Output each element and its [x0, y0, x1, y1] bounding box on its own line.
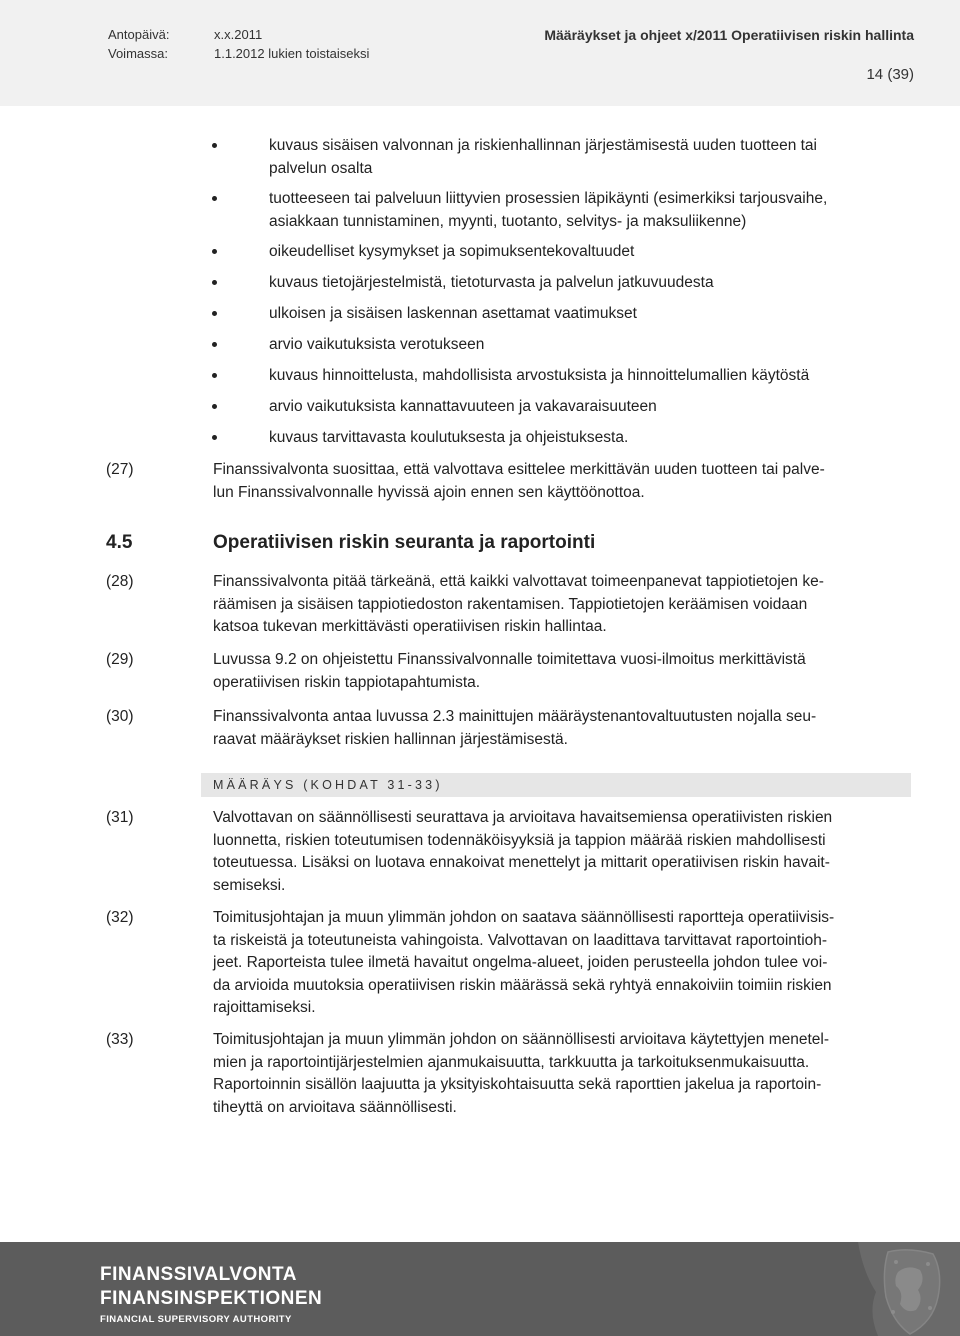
paragraph-line: Toimitusjohtajan ja muun ylimmän johdon on säännöllisesti arvioitava käytettyjen menetel- [213, 1031, 830, 1048]
bullet-dot-icon [212, 342, 217, 347]
paragraph-line: raavat määräykset riskien hallinnan järjestämisestä. [213, 730, 568, 748]
bullet-text [269, 240, 909, 263]
paragraph-text [213, 649, 913, 694]
document-title: Määräykset ja ohjeet x/2011 Operatiivisen riskin hallinta [544, 27, 914, 43]
bullet-text [269, 271, 909, 294]
paragraph-line: rajoittamiseksi. [213, 999, 316, 1016]
bullet-line: kuvaus hinnoittelusta, mahdollisista arvostuksista ja hinnoittelumallien käytöstä [269, 367, 810, 384]
antopaiva-value: x.x.2011 [214, 27, 263, 42]
paragraph-line: tiheyttä on arvioitava säännöllisesti. [213, 1098, 457, 1116]
paragraph-number: (31) [106, 809, 134, 826]
paragraph-line: jeet. Raporteista tulee ilmetä havaitut ongelma-alueet, joiden perusteella johdon tulee voi- [213, 954, 828, 971]
paragraph-number: (32) [106, 909, 134, 926]
bullet-line: arvio vaikutuksista verotukseen [269, 336, 485, 353]
bullet-line: kuvaus tietojärjestelmistä, tietoturvasta ja palvelun jatkuvuudesta [269, 274, 714, 291]
page-footer [0, 1242, 960, 1336]
bullet-text [269, 134, 909, 180]
logo-line-1: FINANSSIVALVONTA [100, 1264, 297, 1285]
maarays-heading: MÄÄRÄYS (KOHDAT 31-33) [201, 773, 911, 797]
paragraph-line: Luvussa 9.2 on ohjeistettu Finanssivalvonnalle toimitettava vuosi-ilmoitus merkittävistä [213, 651, 806, 668]
paragraph-line: Finanssivalvonta suosittaa, että valvottava esittelee merkittävän uuden tuotteen tai palve- [213, 461, 825, 478]
bullet-dot-icon [212, 311, 217, 316]
bullet-dot-icon [212, 249, 217, 254]
paragraph-line: toteutuessa. Lisäksi on luotava ennakoivat menettelyt ja mittarit operatiivisen riskin havait- [213, 854, 830, 871]
paragraph-line: operatiivisen riskin tappiotapahtumista. [213, 673, 481, 691]
lion-coat-of-arms-icon [838, 1242, 960, 1336]
bullet-line: kuvaus tarvittavasta koulutuksesta ja ohjeistuksesta. [269, 429, 629, 446]
bullet-text [269, 187, 909, 233]
section-title: Operatiivisen riskin seuranta ja raportointi [213, 532, 596, 553]
bullet-text [269, 333, 909, 356]
logo-line-3: FINANCIAL SUPERVISORY AUTHORITY [100, 1314, 292, 1325]
voimassa-value: 1.1.2012 lukien toistaiseksi [214, 46, 370, 61]
bullet-dot-icon [212, 143, 217, 148]
paragraph-number: (33) [106, 1031, 134, 1048]
bullet-text [269, 395, 909, 418]
paragraph-line: luonnetta, riskien toteutumisen todennäköisyyksiä ja tappion määrää riskien mahdollisesti [213, 831, 826, 849]
bullet-line: arvio vaikutuksista kannattavuuteen ja vakavaraisuuteen [269, 398, 657, 415]
bullet-line: kuvaus sisäisen valvonnan ja riskienhallinnan järjestämisestä uuden tuotteen tai [269, 137, 817, 154]
section-number: 4.5 [106, 532, 133, 553]
paragraph-line: räämisen ja sisäisen tappiotiedoston rakentamisen. Tappiotietojen keräämisen voidaan [213, 595, 808, 613]
page-header [0, 0, 960, 106]
voimassa-label: Voimassa: [108, 46, 168, 61]
paragraph-text [213, 459, 913, 504]
antopaiva-label: Antopäivä: [108, 27, 170, 42]
bullet-text [269, 364, 909, 387]
bullet-line: asiakkaan tunnistaminen, myynti, tuotanto, selvitys- ja maksuliikenne) [269, 213, 747, 230]
paragraph-number: (29) [106, 651, 134, 668]
paragraph-text [213, 706, 913, 751]
bullet-dot-icon [212, 196, 217, 201]
paragraph-line: Valvottavan on säännöllisesti seurattava ja arvioitava havaitsemiensa operatiivisten riskien [213, 809, 833, 826]
bullet-dot-icon [212, 280, 217, 285]
paragraph-text [213, 1029, 913, 1119]
paragraph-line: Finanssivalvonta pitää tärkeänä, että kaikki valvottavat toimeenpanevat tappiotietojen ke- [213, 573, 824, 590]
bullet-line: tuotteeseen tai palveluun liittyvien prosessien läpikäynti (esimerkiksi tarjousvaihe, [269, 190, 828, 207]
bullet-dot-icon [212, 404, 217, 409]
paragraph-number: (28) [106, 573, 134, 590]
bullet-line: ulkoisen ja sisäisen laskennan asettamat vaatimukset [269, 305, 637, 322]
paragraph-text [213, 571, 913, 639]
paragraph-number: (30) [106, 708, 134, 725]
paragraph-number: (27) [106, 461, 134, 478]
bullet-line: palvelun osalta [269, 160, 373, 177]
bullet-line: oikeudelliset kysymykset ja sopimuksentekovaltuudet [269, 243, 635, 260]
paragraph-line: katsoa tukevan merkittävästi operatiivisen riskin hallintaa. [213, 618, 607, 635]
paragraph-line: Raportoinnin sisällön laajuutta ja yksityiskohtaisuutta sekä raporttien jakelua ja raportoin- [213, 1076, 822, 1093]
paragraph-text [213, 807, 913, 897]
bullet-text [269, 426, 909, 449]
bullet-dot-icon [212, 435, 217, 440]
logo-line-2: FINANSINSPEKTIONEN [100, 1288, 323, 1309]
paragraph-line: semiseksi. [213, 876, 286, 894]
bullet-text [269, 302, 909, 325]
paragraph-line: mien ja raportointijärjestelmien ajanmukaisuutta, tarkkuutta ja tarkoituksenmukaisuutta. [213, 1053, 810, 1071]
paragraph-line: lun Finanssivalvonnalle hyvissä ajoin ennen sen käyttöönottoa. [213, 483, 645, 501]
paragraph-line: Finanssivalvonta antaa luvussa 2.3 mainittujen määräystenantovaltuutusten nojalla seu- [213, 708, 817, 725]
bullet-dot-icon [212, 373, 217, 378]
paragraph-line: da arvioida muutoksia operatiivisen riskin määrässä sekä ryhtyä ennakoiviin toimiin riskien [213, 976, 832, 994]
paragraph-text [213, 907, 913, 1020]
paragraph-line: ta riskeistä ja toteutuneista vahingoista. Valvottavan on laadittava tarvittavat raportointioh- [213, 931, 828, 949]
page-number: 14 (39) [866, 66, 914, 83]
paragraph-line: Toimitusjohtajan ja muun ylimmän johdon on saatava säännöllisesti raportteja operatiivisis- [213, 909, 835, 926]
